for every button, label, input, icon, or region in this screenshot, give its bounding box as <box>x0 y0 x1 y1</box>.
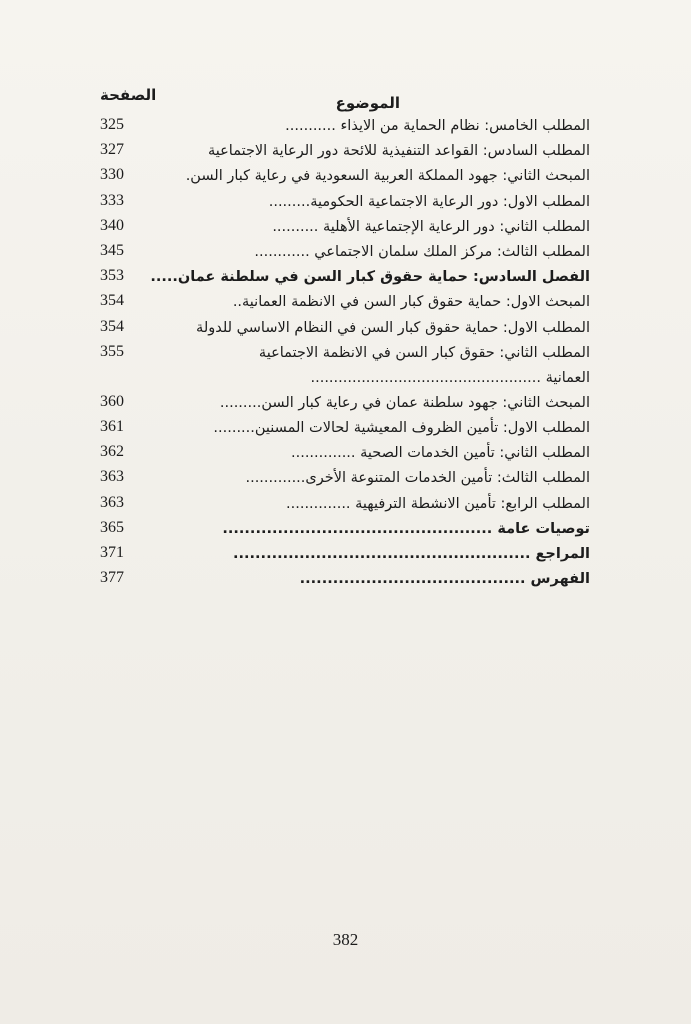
toc-entry-page: 325 <box>100 116 124 133</box>
toc-entry <box>100 267 590 292</box>
toc-entry-title: المطلب الرابع: تأمين الانشطة الترفيهية .............. <box>286 495 590 512</box>
toc-entry <box>100 116 590 141</box>
toc-entry-page: 360 <box>100 392 124 410</box>
toc-entry-title: المطلب الثالث: تأمين الخدمات المتنوعة الأخرى............. <box>245 470 590 487</box>
toc-entry-page: 355 <box>100 342 124 360</box>
toc-entry-title: المطلب الخامس: نظام الحماية من الايذاء ........... <box>285 118 590 134</box>
toc-entry-continuation <box>100 368 590 393</box>
toc-entry-title: المطلب الثالث: مركز الملك سلمان الاجتماعي ............ <box>254 243 590 260</box>
toc-entry <box>100 494 590 519</box>
table-of-contents <box>100 86 590 594</box>
toc-entry <box>100 443 590 468</box>
toc-entry <box>100 544 590 569</box>
toc-entry-page: 345 <box>100 241 124 259</box>
toc-entry <box>100 393 590 418</box>
toc-entry-page: 365 <box>100 518 124 536</box>
toc-entry <box>100 343 590 368</box>
toc-entry-title: المطلب الثاني: حقوق كبار السن في الانظمة الاجتماعية <box>258 344 590 361</box>
toc-entry-page: 362 <box>100 443 124 461</box>
toc-entry-title: العمانية .................................................. <box>310 369 590 386</box>
toc-entry-title: توصيات عامة ................................................. <box>222 520 590 537</box>
toc-entry-title: المراجع ...................................................... <box>233 546 590 562</box>
toc-entry <box>100 468 590 493</box>
toc-entry <box>100 418 590 443</box>
toc-entry-title: المطلب السادس: القواعد التنفيذية للائحة دور الرعاية الاجتماعية <box>207 143 590 160</box>
toc-entry-title: المبحث الثاني: جهود سلطنة عمان في رعاية كبار السن......... <box>219 394 590 411</box>
toc-entry <box>100 318 590 343</box>
toc-entry-title: المبحث الثاني: جهود المملكة العربية السعودية في رعاية كبار السن. <box>185 168 590 185</box>
page-number: 382 <box>332 930 359 949</box>
toc-entry <box>100 569 590 594</box>
toc-entry-page: 353 <box>100 267 124 285</box>
toc-entry <box>100 192 590 217</box>
toc-entry-page: 340 <box>100 216 124 234</box>
toc-entry-title: الفهرس ......................................... <box>299 571 590 588</box>
topic-column-header: الموضوع <box>335 94 400 112</box>
toc-entry-page: 333 <box>100 191 124 209</box>
toc-entry-title: المطلب الثاني: تأمين الخدمات الصحية .............. <box>291 445 590 462</box>
toc-entry-title: المطلب الاول: حماية حقوق كبار السن في النظام الاساسي للدولة <box>196 319 590 336</box>
toc-entry-page: 354 <box>100 317 124 335</box>
toc-entry <box>100 242 590 267</box>
toc-entry-title: المطلب الاول: تأمين الظروف المعيشية لحالات المسنين......... <box>213 420 590 437</box>
toc-header <box>100 86 590 116</box>
toc-entry <box>100 217 590 242</box>
toc-entry-page: 327 <box>100 141 124 159</box>
toc-entry-page: 363 <box>100 493 124 511</box>
toc-entry-page: 361 <box>100 418 124 436</box>
toc-entry-page: 363 <box>100 468 124 486</box>
toc-entry-page: 371 <box>100 544 124 561</box>
toc-entry-title: المطلب الاول: دور الرعاية الاجتماعية الحكومية......... <box>268 193 590 210</box>
toc-entry-page: 330 <box>100 166 124 184</box>
toc-entry <box>100 519 590 544</box>
toc-entry-title: الفصل السادس: حماية حقوق كبار السن في سلطنة عمان..... <box>150 269 590 286</box>
toc-entry-page: 377 <box>100 569 124 587</box>
toc-entry <box>100 292 590 317</box>
toc-entry <box>100 166 590 191</box>
toc-entry-page: 354 <box>100 292 124 310</box>
toc-entry <box>100 141 590 166</box>
toc-entry-title: المبحث الاول: حماية حقوق كبار السن في الانظمة العمانية.. <box>232 294 590 311</box>
page-column-header: الصفحة <box>100 86 157 104</box>
toc-entry-title: المطلب الثاني: دور الرعاية الإجتماعية الأهلية .......... <box>272 218 590 235</box>
